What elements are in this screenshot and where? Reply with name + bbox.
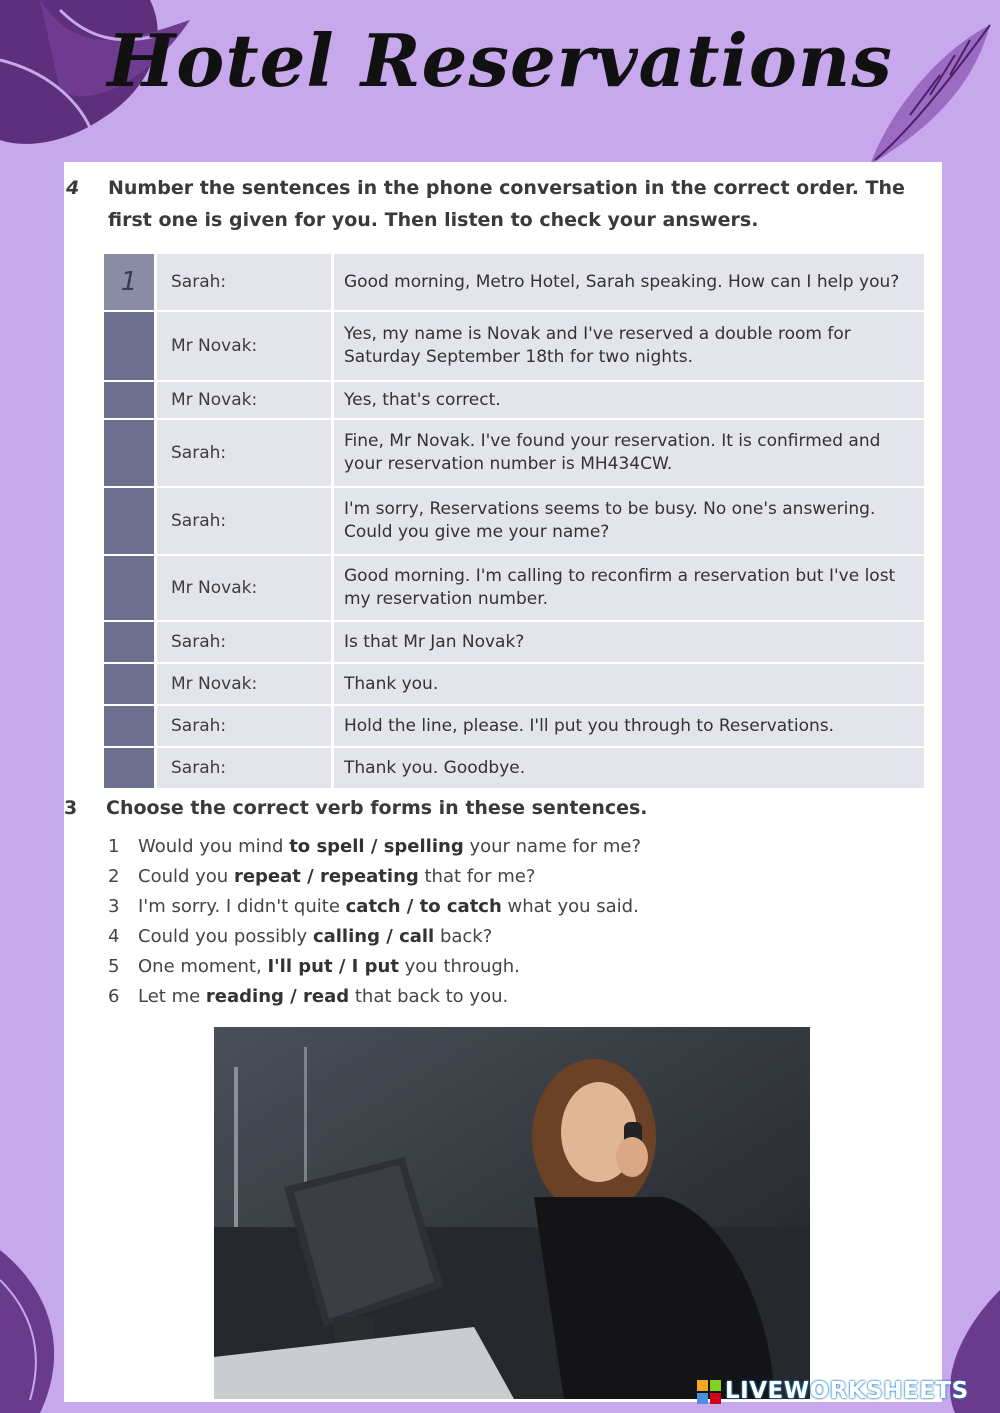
list-item bbox=[108, 956, 908, 986]
item-text-after: that for me? bbox=[418, 866, 536, 887]
verb-choice[interactable]: to spell / spelling bbox=[289, 836, 464, 857]
order-number-input[interactable] bbox=[104, 622, 157, 662]
dialogue-line: Good morning. I'm calling to reconfirm a reservation but I've lost my reservation number. bbox=[344, 566, 896, 609]
dialogue-line: Thank you. Goodbye. bbox=[344, 757, 526, 778]
conversation-row bbox=[104, 664, 924, 706]
conversation-row bbox=[104, 488, 924, 556]
speaker-label: Sarah: bbox=[157, 420, 334, 486]
conversation-row bbox=[104, 312, 924, 382]
item-text-before: Let me bbox=[138, 986, 206, 1007]
receptionist-phone-illustration bbox=[214, 1027, 810, 1399]
watermark: LIVEWORKSHEETS bbox=[725, 1378, 969, 1404]
item-index: 4 bbox=[108, 926, 120, 947]
dialogue-line: Yes, my name is Novak and I've reserved a double room for Saturday September 18th for two nights. bbox=[344, 324, 851, 367]
receptionist-photo bbox=[214, 1027, 810, 1399]
verb-choice[interactable]: I'll put / I put bbox=[267, 956, 399, 977]
dialogue-line: Good morning, Metro Hotel, Sarah speaking. How can I help you? bbox=[344, 271, 900, 292]
order-number-input[interactable] bbox=[104, 706, 157, 746]
conversation-row bbox=[104, 748, 924, 788]
speaker-label: Mr Novak: bbox=[157, 382, 334, 418]
item-text-after: you through. bbox=[398, 956, 520, 977]
list-item bbox=[108, 836, 908, 866]
dialogue-line: Thank you. bbox=[344, 673, 439, 694]
item-text-after: what you said. bbox=[501, 896, 639, 917]
dialogue-line: Fine, Mr Novak. I've found your reservation. It is confirmed and your reservation number is MH434CW. bbox=[344, 431, 881, 474]
verb-choice[interactable]: repeat / repeating bbox=[233, 866, 419, 887]
dialogue-line: Hold the line, please. I'll put you through to Reservations. bbox=[344, 715, 835, 736]
item-text-before: Could you bbox=[138, 866, 234, 887]
verb-form-list bbox=[108, 836, 908, 1016]
speaker-label: Sarah: bbox=[157, 254, 334, 310]
conversation-row bbox=[104, 556, 924, 622]
speaker-label: Sarah: bbox=[157, 622, 334, 662]
item-index: 5 bbox=[108, 956, 120, 977]
order-number-box: 1 bbox=[104, 254, 157, 310]
conversation-row bbox=[104, 706, 924, 748]
speaker-label: Mr Novak: bbox=[157, 664, 334, 704]
page-title: Hotel Reservations bbox=[107, 18, 893, 103]
exercise-4-number: 4 bbox=[66, 177, 80, 199]
order-number-input[interactable] bbox=[104, 556, 157, 620]
order-number-input[interactable] bbox=[104, 748, 157, 788]
item-index: 6 bbox=[108, 986, 120, 1007]
item-index: 1 bbox=[108, 836, 120, 857]
order-number-input[interactable] bbox=[104, 488, 157, 554]
dialogue-line: Yes, that's correct. bbox=[344, 389, 501, 410]
item-index: 3 bbox=[108, 896, 120, 917]
conversation-row bbox=[104, 622, 924, 664]
list-item bbox=[108, 896, 908, 926]
item-text-after: your name for me? bbox=[463, 836, 642, 857]
conversation-table bbox=[104, 254, 924, 788]
dialogue-line: I'm sorry, Reservations seems to be busy. No one's answering. Could you give me your name? bbox=[344, 499, 876, 542]
speaker-label: Mr Novak: bbox=[157, 312, 334, 380]
item-text-before: Could you possibly bbox=[138, 926, 313, 947]
item-text-before: I'm sorry. I didn't quite bbox=[138, 896, 346, 917]
list-item bbox=[108, 866, 908, 896]
speaker-label: Sarah: bbox=[157, 748, 334, 788]
conversation-row bbox=[104, 382, 924, 420]
item-text-after: that back to you. bbox=[349, 986, 509, 1007]
speaker-label: Sarah: bbox=[157, 488, 334, 554]
speaker-label: Mr Novak: bbox=[157, 556, 334, 620]
exercise-4-instruction: Number the sentences in the phone conversation in the correct order. The first one is given for you. Then listen to check your answers. bbox=[108, 177, 905, 231]
verb-choice[interactable]: catch / to catch bbox=[345, 896, 502, 917]
order-number-input[interactable] bbox=[104, 382, 157, 418]
list-item bbox=[108, 926, 908, 956]
worksheet-page bbox=[64, 162, 942, 1402]
exercise-3-instruction: Choose the correct verb forms in these sentences. bbox=[106, 797, 648, 819]
conversation-row bbox=[104, 420, 924, 488]
list-item bbox=[108, 986, 908, 1016]
item-text-before: One moment, bbox=[138, 956, 268, 977]
order-number-input[interactable] bbox=[104, 312, 157, 380]
order-number-input[interactable] bbox=[104, 664, 157, 704]
item-text-after: back? bbox=[434, 926, 493, 947]
item-index: 2 bbox=[108, 866, 120, 887]
item-text-before: Would you mind bbox=[138, 836, 290, 857]
verb-choice[interactable]: reading / read bbox=[205, 986, 350, 1007]
conversation-row bbox=[104, 254, 924, 312]
order-number-input[interactable] bbox=[104, 420, 157, 486]
exercise-3-number: 3 bbox=[64, 797, 78, 819]
speaker-label: Sarah: bbox=[157, 706, 334, 746]
dialogue-line: Is that Mr Jan Novak? bbox=[344, 631, 525, 652]
verb-choice[interactable]: calling / call bbox=[312, 926, 435, 947]
liveworksheets-logo-icon bbox=[697, 1380, 721, 1404]
